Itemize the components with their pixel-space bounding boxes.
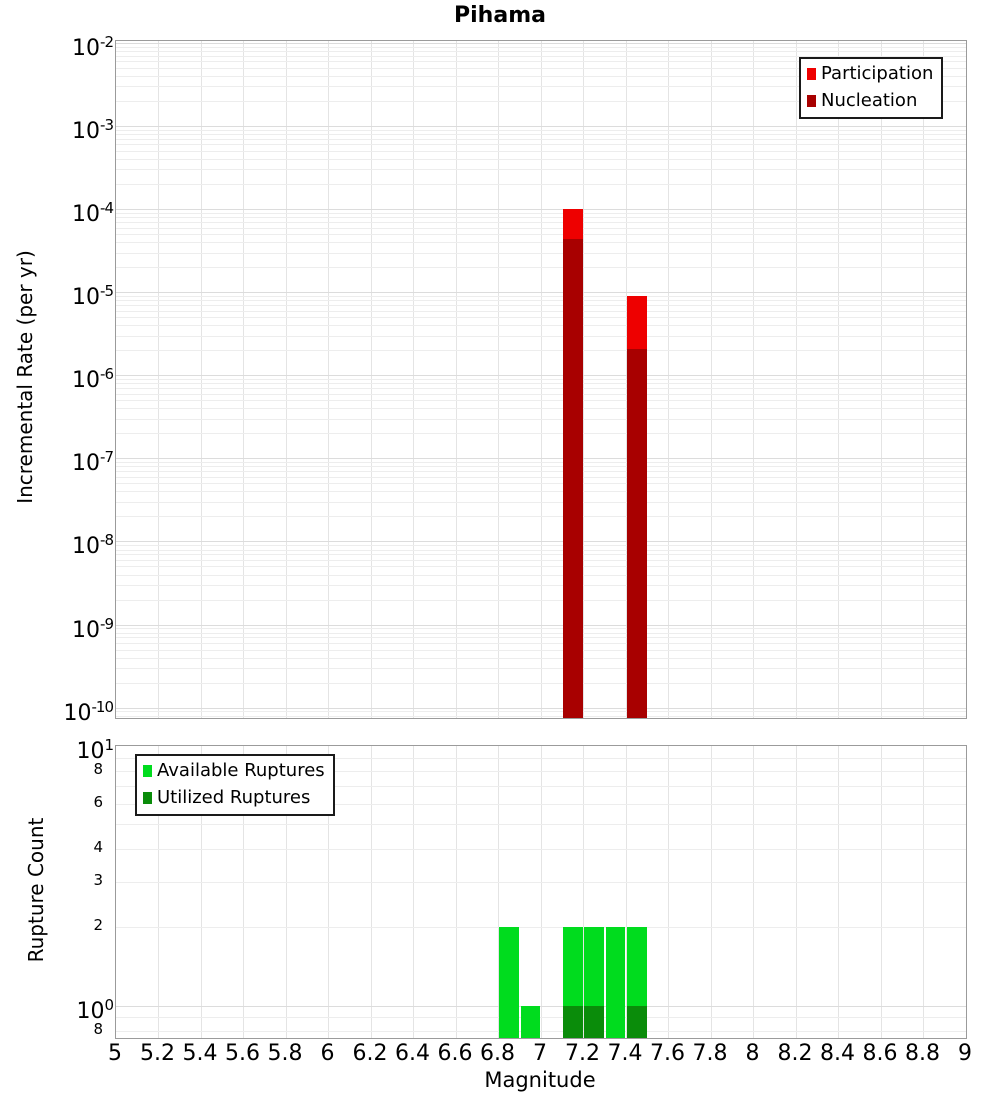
y-tick-exponent: 1 — [104, 736, 113, 754]
x-tick-label: 5 — [108, 1041, 122, 1066]
y-gridline — [116, 388, 966, 389]
x-tick-label: 8.8 — [905, 1041, 940, 1066]
y-gridline — [116, 477, 966, 478]
x-axis-label: Magnitude — [484, 1068, 596, 1092]
chart-title: Pihama — [454, 3, 546, 28]
legend-label: Available Ruptures — [157, 760, 325, 781]
y-gridline — [116, 217, 966, 218]
y-gridline — [116, 400, 966, 401]
y-gridline — [116, 711, 966, 712]
legend-swatch-icon — [807, 68, 816, 80]
y-gridline — [116, 575, 966, 576]
x-gridline — [456, 746, 457, 1038]
x-tick-label: 7.4 — [607, 1041, 643, 1066]
count-y-axis-label: Rupture Count — [24, 817, 48, 963]
x-tick-label: 8.6 — [862, 1041, 898, 1066]
y-gridline — [116, 139, 966, 140]
nucleation-bar — [563, 239, 583, 718]
y-gridline — [116, 541, 966, 542]
legend-swatch-icon — [143, 792, 152, 804]
y-gridline — [116, 658, 966, 659]
legend-label: Participation — [821, 63, 934, 84]
y-gridline — [116, 1006, 966, 1007]
y-tick-label: 6 — [93, 792, 103, 811]
y-tick-exponent: -6 — [100, 365, 113, 384]
y-tick-label: $10^{-7}$ — [72, 448, 113, 477]
y-gridline — [116, 296, 966, 297]
y-gridline — [116, 159, 966, 160]
y-gridline — [116, 419, 966, 420]
y-tick-exponent: -8 — [100, 531, 113, 550]
x-tick-label: 5.2 — [140, 1041, 175, 1066]
y-gridline — [116, 375, 966, 376]
y-tick-label: $10^0$ — [76, 995, 113, 1024]
x-tick-label: 9 — [958, 1041, 972, 1066]
y-gridline — [116, 545, 966, 546]
legend — [135, 754, 335, 816]
x-gridline — [753, 746, 754, 1038]
available-ruptures-bar — [521, 1006, 541, 1038]
rate-y-axis-label: Incremental Rate (per yr) — [13, 250, 37, 504]
y-gridline — [116, 267, 966, 268]
x-tick-label: 6 — [320, 1041, 335, 1066]
y-tick-exponent: -5 — [100, 282, 113, 301]
y-gridline — [116, 462, 966, 463]
y-tick-label: $10^{-3}$ — [72, 116, 113, 145]
y-tick-label: $10^{-10}$ — [63, 697, 113, 726]
utilized-ruptures-bar — [563, 1006, 583, 1038]
y-gridline — [116, 394, 966, 395]
y-gridline — [116, 600, 966, 601]
x-tick-label: 7.6 — [650, 1041, 685, 1066]
y-gridline — [116, 350, 966, 351]
y-gridline — [116, 228, 966, 229]
y-tick-label: 2 — [93, 916, 103, 935]
x-gridline — [711, 746, 712, 1038]
y-tick-exponent: 0 — [104, 995, 113, 1014]
y-tick-label: $10^{-8}$ — [72, 531, 113, 560]
y-tick-label: 8 — [93, 760, 103, 779]
y-gridline — [116, 305, 966, 306]
utilized-ruptures-bar — [584, 1006, 604, 1038]
y-gridline — [116, 643, 966, 644]
x-tick-label: 7 — [533, 1041, 547, 1066]
x-gridline — [371, 746, 372, 1038]
y-gridline — [116, 43, 966, 44]
y-gridline — [116, 824, 966, 825]
y-gridline — [116, 130, 966, 131]
y-gridline — [116, 51, 966, 52]
x-tick-label: 6.8 — [480, 1041, 515, 1066]
y-tick-label: $10^{-2}$ — [72, 32, 113, 61]
y-gridline — [116, 253, 966, 254]
legend-item — [807, 62, 933, 86]
x-tick-label: 8 — [745, 1041, 760, 1066]
y-gridline — [116, 516, 966, 517]
x-tick-label: 5.8 — [267, 1041, 303, 1066]
x-tick-label: 8.4 — [820, 1041, 855, 1066]
legend-label: Utilized Ruptures — [157, 787, 311, 808]
legend-item — [143, 786, 325, 810]
y-tick-exponent: -7 — [100, 448, 113, 467]
y-gridline — [116, 169, 966, 170]
y-gridline — [116, 637, 966, 638]
y-tick-label: $10^{-9}$ — [72, 614, 113, 643]
available-ruptures-bar — [499, 927, 519, 1038]
x-gridline — [838, 746, 839, 1038]
available-ruptures-bar — [606, 927, 626, 1038]
y-gridline — [116, 683, 966, 684]
legend-swatch-icon — [807, 95, 816, 107]
nucleation-bar — [627, 349, 647, 718]
y-gridline — [116, 882, 966, 883]
y-gridline — [116, 300, 966, 301]
legend-swatch-icon — [143, 765, 152, 777]
y-tick-label: $10^1$ — [76, 736, 113, 764]
legend-item — [807, 89, 933, 113]
x-gridline — [881, 746, 882, 1038]
y-gridline — [116, 566, 966, 567]
x-gridline — [541, 746, 542, 1038]
y-gridline — [116, 849, 966, 850]
y-tick-label: 4 — [93, 838, 103, 857]
y-gridline — [116, 560, 966, 561]
y-gridline — [116, 633, 966, 634]
x-tick-label: 8.2 — [777, 1041, 813, 1066]
y-tick-exponent: -9 — [100, 614, 113, 633]
y-gridline — [116, 483, 966, 484]
legend-item — [143, 759, 325, 783]
y-gridline — [116, 134, 966, 135]
x-gridline — [668, 746, 669, 1038]
y-gridline — [116, 126, 966, 127]
y-gridline — [116, 1017, 966, 1018]
y-gridline — [116, 927, 966, 928]
y-gridline — [116, 1031, 966, 1032]
y-gridline — [116, 650, 966, 651]
y-gridline — [116, 336, 966, 337]
y-tick-exponent: -10 — [91, 697, 113, 716]
x-gridline — [923, 746, 924, 1038]
y-gridline — [116, 184, 966, 185]
x-gridline — [796, 746, 797, 1038]
x-tick-label: 6.6 — [437, 1041, 473, 1066]
y-gridline — [116, 383, 966, 384]
y-gridline — [116, 502, 966, 503]
y-tick-exponent: -4 — [100, 199, 113, 218]
y-tick-label: $10^{-5}$ — [72, 282, 113, 311]
y-tick-label: 3 — [93, 870, 103, 889]
y-gridline — [116, 379, 966, 380]
y-gridline — [116, 144, 966, 145]
y-gridline — [116, 585, 966, 586]
x-tick-label: 5.4 — [182, 1041, 218, 1066]
y-gridline — [116, 625, 966, 626]
y-gridline — [116, 292, 966, 293]
y-gridline — [116, 554, 966, 555]
y-tick-exponent: -2 — [100, 32, 113, 51]
y-tick-label: $10^{-6}$ — [72, 365, 113, 394]
x-gridline — [413, 746, 414, 1038]
y-gridline — [116, 325, 966, 326]
y-gridline — [116, 47, 966, 48]
legend — [799, 57, 943, 119]
y-tick-label: 8 — [93, 1019, 103, 1038]
y-gridline — [116, 408, 966, 409]
y-gridline — [116, 628, 966, 629]
y-tick-exponent: -3 — [100, 116, 113, 135]
legend-label: Nucleation — [821, 90, 918, 111]
y-gridline — [116, 433, 966, 434]
y-gridline — [116, 491, 966, 492]
x-tick-label: 6.4 — [395, 1041, 430, 1066]
y-gridline — [116, 213, 966, 214]
y-gridline — [116, 317, 966, 318]
y-gridline — [116, 466, 966, 467]
y-gridline — [116, 668, 966, 669]
y-gridline — [116, 234, 966, 235]
y-gridline — [116, 311, 966, 312]
x-tick-label: 6.2 — [352, 1041, 388, 1066]
x-tick-label: 7.8 — [692, 1041, 728, 1066]
x-tick-label: 5.6 — [225, 1041, 260, 1066]
y-gridline — [116, 458, 966, 459]
utilized-ruptures-bar — [627, 1006, 647, 1038]
y-gridline — [116, 471, 966, 472]
rate-plot-area — [115, 40, 967, 719]
y-gridline — [116, 550, 966, 551]
y-gridline — [116, 151, 966, 152]
x-tick-label: 7.2 — [565, 1041, 600, 1066]
y-gridline — [116, 708, 966, 709]
y-gridline — [116, 716, 966, 717]
y-gridline — [116, 209, 966, 210]
y-gridline — [116, 222, 966, 223]
y-tick-label: $10^{-4}$ — [72, 199, 113, 228]
y-gridline — [116, 242, 966, 243]
